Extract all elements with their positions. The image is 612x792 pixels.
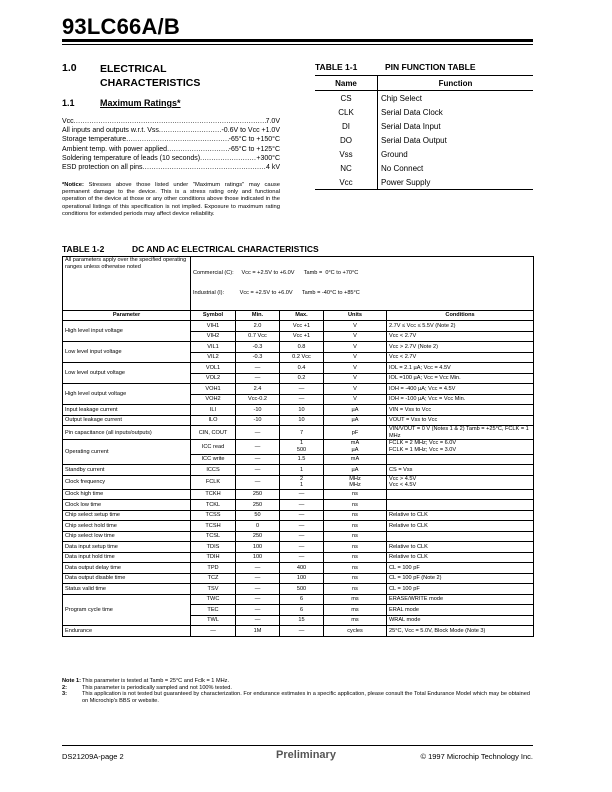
cell-symbol: TCZ — [191, 573, 236, 584]
cell-conditions: IOL = 2.1 µA; Vcc = 4.5V — [387, 363, 534, 374]
cell-param: Status valid time — [63, 584, 191, 595]
cell-conditions — [387, 489, 534, 500]
cell-min: — — [236, 454, 280, 465]
pin-name: DI — [315, 119, 378, 133]
cell-symbol: TCSS — [191, 510, 236, 521]
cell-min: 50 — [236, 510, 280, 521]
cell-symbol: TDIH — [191, 552, 236, 563]
cell-conditions: Relative to CLK — [387, 510, 534, 521]
cell-min: — — [236, 573, 280, 584]
table-row — [63, 573, 534, 584]
cell-symbol: CIN, COUT — [191, 426, 236, 440]
cell-symbol: ICCS — [191, 465, 236, 476]
cell-min: 250 — [236, 531, 280, 542]
cell-max: 1.5 — [280, 454, 324, 465]
cell-param: Endurance — [63, 626, 191, 637]
pin-function: Serial Data Input — [381, 121, 441, 131]
cell-units: V — [324, 373, 387, 384]
cell-units: ns — [324, 542, 387, 553]
cell-min: — — [236, 426, 280, 440]
header-rule — [62, 39, 533, 42]
cell-units: ns — [324, 521, 387, 532]
cell-symbol: TWC — [191, 594, 236, 605]
pin-row — [315, 133, 533, 147]
rating-row — [62, 117, 280, 126]
cell-conditions: Vcc > 4.5V Vcc < 4.5V — [387, 475, 534, 489]
cell-conditions: WRAL mode — [387, 615, 534, 626]
subsection-title: Maximum Ratings* — [100, 98, 181, 108]
cell-symbol: VIL2 — [191, 352, 236, 363]
rating-value: -65°C to +125°C — [228, 145, 280, 153]
rating-row — [62, 154, 280, 163]
cell-units: V — [324, 352, 387, 363]
notice-label: *Notice: — [62, 182, 84, 188]
cell-param: Program cycle time — [63, 594, 191, 626]
cell-min: -0.3 — [236, 342, 280, 353]
cell-units: ns — [324, 563, 387, 574]
dc-range-commercial: Commercial (C): Vcc = +2.5V to +6.0V Tamb = 0°C to +70°C — [193, 270, 359, 277]
cell-symbol: — — [191, 626, 236, 637]
cell-max: 7 — [280, 426, 324, 440]
page-title: 93LC66A/B — [62, 14, 180, 39]
cell-param: Chip select setup time — [63, 510, 191, 521]
cell-units: V — [324, 342, 387, 353]
cell-units: MHz MHz — [324, 475, 387, 489]
cell-units: ms — [324, 615, 387, 626]
cell-min: 250 — [236, 500, 280, 511]
cell-param: Data output delay time — [63, 563, 191, 574]
cell-param: High level output voltage — [63, 384, 191, 405]
cell-max: 10 — [280, 415, 324, 426]
cell-symbol: TEC — [191, 605, 236, 616]
cell-conditions: IOH = -100 µA; Vcc = Vcc Min. — [387, 394, 534, 405]
cell-min: 0 — [236, 521, 280, 532]
cell-max: 0.2 Vcc — [280, 352, 324, 363]
dc-range-industrial: Industrial (I): Vcc = +2.5V to +6.0V Tamb = -40°C to +85°C — [193, 289, 360, 296]
dc-table-ranges — [191, 257, 534, 311]
cell-conditions: VOUT = Vss to Vcc — [387, 415, 534, 426]
cell-param: Low level input voltage — [63, 342, 191, 363]
rating-leader-dots — [200, 154, 256, 163]
cell-max: Vcc +1 — [280, 331, 324, 342]
pin-name: Vcc — [315, 175, 378, 190]
note-key: 3: — [62, 691, 67, 698]
header-rule-thin — [62, 44, 533, 45]
cell-max: 6 — [280, 594, 324, 605]
note-key: Note 1: — [62, 678, 81, 684]
cell-max: — — [280, 552, 324, 563]
col-header-max: Max. — [280, 310, 324, 321]
pin-table-caption — [315, 62, 476, 72]
table-row — [63, 531, 534, 542]
pin-header-function: Function — [378, 76, 534, 91]
cell-min: — — [236, 465, 280, 476]
cell-min: — — [236, 584, 280, 595]
cell-symbol: TCKH — [191, 489, 236, 500]
cell-min: 100 — [236, 552, 280, 563]
cell-units: ns — [324, 500, 387, 511]
cell-param: Data output disable time — [63, 573, 191, 584]
pin-row — [315, 105, 533, 119]
pin-function: Ground — [381, 149, 408, 159]
rating-value: +300°C — [256, 154, 280, 162]
cell-units: ns — [324, 552, 387, 563]
pin-row — [315, 175, 533, 190]
note-item — [62, 691, 532, 704]
cell-units: V — [324, 331, 387, 342]
rating-label: ESD protection on all pins — [62, 164, 143, 172]
cell-units: ns — [324, 489, 387, 500]
table-row — [63, 426, 534, 440]
cell-units: ms — [324, 594, 387, 605]
rating-label: Storage temperature — [62, 136, 127, 144]
rating-value: 7.0V — [265, 118, 280, 125]
table-row — [63, 584, 534, 595]
note-text: This application is not tested but guaranteed by characterization. For endurance estimates in a specific application, please consult the Total Endurance Model which may be obtained on Microchip's BBS or website. — [82, 691, 530, 704]
table-row — [63, 321, 534, 332]
table-row — [63, 363, 534, 374]
cell-min: — — [236, 373, 280, 384]
cell-min: — — [236, 615, 280, 626]
cell-max: 15 — [280, 615, 324, 626]
cell-units: ns — [324, 510, 387, 521]
cell-symbol: VOH2 — [191, 394, 236, 405]
cell-max: — — [280, 626, 324, 637]
rating-label: Soldering temperature of leads (10 seconds) — [62, 154, 201, 162]
cell-conditions: Relative to CLK — [387, 552, 534, 563]
cell-max: 400 — [280, 563, 324, 574]
cell-units: ns — [324, 531, 387, 542]
rating-leader-dots — [74, 117, 266, 126]
cell-conditions: CL = 100 pF (Note 2) — [387, 573, 534, 584]
rating-leader-dots — [126, 135, 228, 144]
cell-max: 2 1 — [280, 475, 324, 489]
cell-param: Input leakage current — [63, 405, 191, 416]
cell-units: cycles — [324, 626, 387, 637]
footer-copyright: © 1997 Microchip Technology Inc. — [420, 752, 533, 761]
subsection-number: 1.1 — [62, 98, 75, 108]
cell-conditions: Relative to CLK — [387, 521, 534, 532]
cell-units: mA µA — [324, 440, 387, 454]
cell-units: mA — [324, 454, 387, 465]
pin-table-number: TABLE 1-1 — [315, 62, 358, 72]
cell-conditions: VIN/VOUT = 0 V (Notes 1 & 2) Tamb = +25°C, FCLK = 1 MHz — [387, 426, 534, 440]
note-text: This parameter is periodically sampled and not 100% tested. — [82, 684, 232, 691]
cell-param: Clock high time — [63, 489, 191, 500]
cell-min: 250 — [236, 489, 280, 500]
cell-param: Chip select hold time — [63, 521, 191, 532]
cell-param: Pin capacitance (all inputs/outputs) — [63, 426, 191, 440]
rating-leader-dots — [159, 126, 222, 135]
dc-ac-characteristics-table — [62, 256, 534, 637]
cell-conditions: ERASE/WRITE mode — [387, 594, 534, 605]
footer-status: Preliminary — [276, 749, 336, 761]
table-row — [63, 521, 534, 532]
cell-param: Operating current — [63, 440, 191, 465]
cell-min: -10 — [236, 405, 280, 416]
table-row — [63, 563, 534, 574]
table-row — [63, 510, 534, 521]
cell-min: — — [236, 594, 280, 605]
rating-value: -0.6V to Vcc +1.0V — [221, 127, 280, 135]
pin-function: Power Supply — [378, 175, 534, 190]
table-row — [63, 384, 534, 395]
dc-table-title: DC AND AC ELECTRICAL CHARACTERISTICS — [132, 244, 319, 254]
cell-max: 10 — [280, 405, 324, 416]
note-text: This parameter is tested at Tamb = 25°C and Fclk = 1 MHz. — [82, 678, 230, 684]
cell-min: — — [236, 475, 280, 489]
cell-max: 1 500 — [280, 440, 324, 454]
stress-notice — [62, 182, 280, 218]
cell-conditions: ERAL mode — [387, 605, 534, 616]
cell-conditions: Vcc < 2.7V — [387, 352, 534, 363]
cell-conditions — [387, 500, 534, 511]
cell-min: — — [236, 363, 280, 374]
cell-conditions — [387, 531, 534, 542]
pin-table-title: PIN FUNCTION TABLE — [385, 62, 476, 72]
cell-min: 1M — [236, 626, 280, 637]
rating-leader-dots — [143, 163, 266, 172]
rating-label: Ambient temp. with power applied — [62, 145, 168, 153]
cell-max: 0.8 — [280, 342, 324, 353]
rating-row — [62, 163, 280, 172]
cell-conditions: 2.7V ≤ Vcc ≤ 5.5V (Note 2) — [387, 321, 534, 332]
pin-function: Chip Select — [381, 93, 422, 103]
pin-name: CLK — [315, 105, 378, 119]
rating-row — [62, 145, 280, 154]
pin-row — [315, 147, 533, 161]
cell-max: 500 — [280, 584, 324, 595]
cell-conditions: FCLK = 2 MHz; Vcc = 6.0V FCLK = 1 MHz; Vcc = 3.0V — [387, 440, 534, 454]
cell-symbol: VIH1 — [191, 321, 236, 332]
cell-max: Vcc +1 — [280, 321, 324, 332]
table-row — [63, 489, 534, 500]
cell-units: µA — [324, 465, 387, 476]
cell-symbol: TWL — [191, 615, 236, 626]
cell-symbol: VOL1 — [191, 363, 236, 374]
rating-label: All inputs and outputs w.r.t. Vss — [62, 127, 159, 135]
notice-text: Stresses above those listed under "Maximum ratings" may cause permanent damage to the device. This is a stress rating only and functional operation of the device at those or any other conditions above those indicated in the operational listings of this specification is not implied. Exposure to maximum rating conditions for extended periods may affect device reliability. — [62, 182, 280, 217]
cell-min: 2.4 — [236, 384, 280, 395]
cell-max: — — [280, 500, 324, 511]
cell-min: 2.0 — [236, 321, 280, 332]
cell-max: — — [280, 542, 324, 553]
cell-units: V — [324, 363, 387, 374]
cell-max: — — [280, 489, 324, 500]
footer-page-id: DS21209A-page 2 — [62, 752, 124, 761]
pin-name: Vss — [315, 147, 378, 161]
table-row — [63, 415, 534, 426]
cell-units: ms — [324, 605, 387, 616]
dc-table-number: TABLE 1-2 — [62, 244, 105, 254]
pin-row — [315, 91, 533, 106]
cell-min: Vcc-0.2 — [236, 394, 280, 405]
cell-param: Clock frequency — [63, 475, 191, 489]
cell-symbol: FCLK — [191, 475, 236, 489]
cell-symbol: ILI — [191, 405, 236, 416]
cell-max: — — [280, 394, 324, 405]
cell-conditions: 25°C, Vcc = 5.0V, Block Mode (Note 3) — [387, 626, 534, 637]
rating-row — [62, 126, 280, 135]
table-row — [63, 342, 534, 353]
cell-conditions — [387, 454, 534, 465]
rating-label: Vcc — [62, 118, 74, 125]
cell-param: Clock low time — [63, 500, 191, 511]
rating-value: -65°C to +150°C — [228, 136, 280, 144]
pin-function: Serial Data Output — [381, 135, 447, 145]
cell-conditions: Relative to CLK — [387, 542, 534, 553]
cell-max: — — [280, 521, 324, 532]
cell-param: High level input voltage — [63, 321, 191, 342]
cell-units: µA — [324, 405, 387, 416]
cell-max: 0.2 — [280, 373, 324, 384]
cell-max: 6 — [280, 605, 324, 616]
pin-row — [315, 161, 533, 175]
cell-symbol: TDIS — [191, 542, 236, 553]
cell-param: Low level output voltage — [63, 363, 191, 384]
cell-symbol: VOL2 — [191, 373, 236, 384]
col-header-units: Units — [324, 310, 387, 321]
table-row — [63, 500, 534, 511]
section-title: ELECTRICAL CHARACTERISTICS — [100, 63, 201, 89]
cell-max: — — [280, 384, 324, 395]
cell-units: ns — [324, 573, 387, 584]
section-number: 1.0 — [62, 62, 77, 74]
pin-name: CS — [315, 91, 378, 106]
cell-param: Chip select low time — [63, 531, 191, 542]
pin-function: Serial Data Clock — [381, 107, 443, 117]
cell-param: Data input hold time — [63, 552, 191, 563]
cell-conditions: IOH = -400 µA; Vcc = 4.5V — [387, 384, 534, 395]
cell-min: 100 — [236, 542, 280, 553]
cell-min: — — [236, 563, 280, 574]
cell-symbol: TPD — [191, 563, 236, 574]
note-item — [62, 685, 532, 692]
cell-symbol: VIH2 — [191, 331, 236, 342]
table-row — [63, 440, 534, 454]
col-header-parameter: Parameter — [63, 310, 191, 321]
cell-symbol: ICC write — [191, 454, 236, 465]
cell-units: V — [324, 394, 387, 405]
cell-max: 1 — [280, 465, 324, 476]
cell-min: -10 — [236, 415, 280, 426]
cell-units: pF — [324, 426, 387, 440]
cell-conditions: VIN = Vss to Vcc — [387, 405, 534, 416]
table-row — [63, 465, 534, 476]
max-ratings-list — [62, 117, 280, 172]
pin-header-name: Name — [315, 76, 378, 91]
cell-units: µA — [324, 415, 387, 426]
cell-symbol: TCKL — [191, 500, 236, 511]
table-row — [63, 594, 534, 605]
cell-min: — — [236, 440, 280, 454]
pin-name: DO — [315, 133, 378, 147]
note-item — [62, 678, 532, 685]
rating-row — [62, 135, 280, 144]
cell-units: V — [324, 321, 387, 332]
table-notes — [62, 678, 532, 704]
rating-value: 4 kV — [265, 164, 280, 172]
cell-min: -0.3 — [236, 352, 280, 363]
cell-symbol: TSV — [191, 584, 236, 595]
pin-name: NC — [315, 161, 378, 175]
cell-symbol: TCSL — [191, 531, 236, 542]
cell-symbol: ILO — [191, 415, 236, 426]
table-row — [63, 475, 534, 489]
cell-units: V — [324, 384, 387, 395]
pin-row — [315, 119, 533, 133]
cell-max: 100 — [280, 573, 324, 584]
cell-conditions: IOL =100 µA; Vcc = Vcc Min. — [387, 373, 534, 384]
cell-max: 0.4 — [280, 363, 324, 374]
col-header-min: Min. — [236, 310, 280, 321]
cell-symbol: VIL1 — [191, 342, 236, 353]
cell-symbol: ICC read — [191, 440, 236, 454]
cell-param: Output leakage current — [63, 415, 191, 426]
cell-conditions: CL = 100 pF — [387, 584, 534, 595]
cell-conditions: Vcc < 2.7V — [387, 331, 534, 342]
table-row — [63, 405, 534, 416]
cell-conditions: CL = 100 pF — [387, 563, 534, 574]
dc-table-caption — [62, 244, 319, 254]
table-row — [63, 626, 534, 637]
footer-rule — [62, 745, 533, 746]
cell-min: 0.7 Vcc — [236, 331, 280, 342]
rating-leader-dots — [167, 145, 229, 154]
cell-param: Data input setup time — [63, 542, 191, 553]
cell-param: Standby current — [63, 465, 191, 476]
col-header-symbol: Symbol — [191, 310, 236, 321]
table-row — [63, 552, 534, 563]
cell-max: — — [280, 531, 324, 542]
cell-units: ns — [324, 584, 387, 595]
cell-symbol: TCSH — [191, 521, 236, 532]
note-key: 2: — [62, 684, 67, 691]
cell-conditions: CS = Vss — [387, 465, 534, 476]
col-header-conditions: Conditions — [387, 310, 534, 321]
pin-function-table — [315, 75, 533, 190]
pin-function: No Connect — [381, 163, 424, 173]
table-row — [63, 542, 534, 553]
cell-min: — — [236, 605, 280, 616]
cell-max: — — [280, 510, 324, 521]
dc-table-intro: All parameters apply over the specified operating ranges unless otherwise noted — [63, 257, 191, 311]
cell-conditions: Vcc > 2.7V (Note 2) — [387, 342, 534, 353]
cell-symbol: VOH1 — [191, 384, 236, 395]
